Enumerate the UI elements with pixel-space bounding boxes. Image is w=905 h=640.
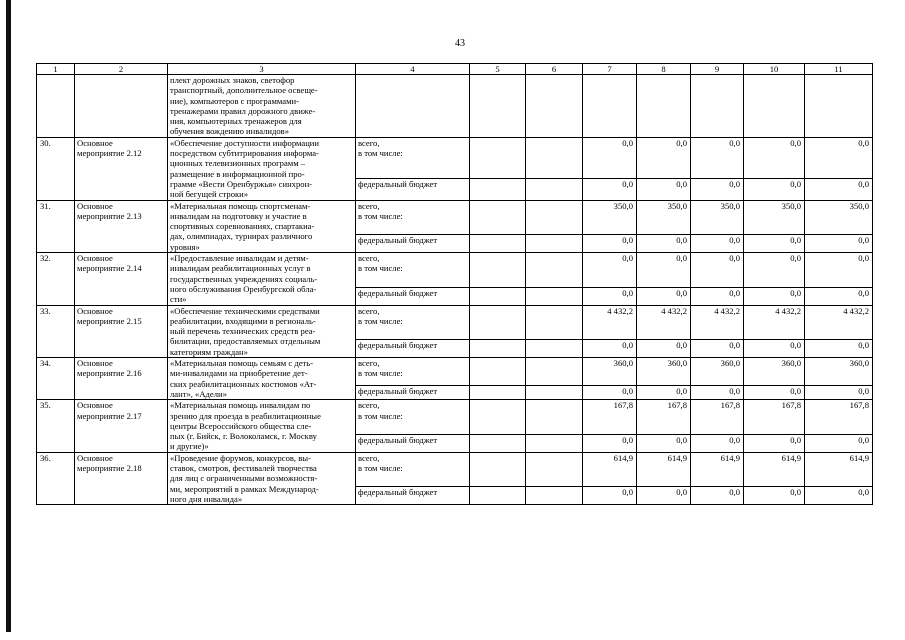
federal-value: 0,0 (744, 235, 805, 253)
empty-cell (526, 75, 583, 138)
federal-value: 0,0 (691, 487, 744, 505)
cell-line: всего, (358, 253, 380, 264)
empty-cell (526, 253, 583, 287)
federal-value: 0,0 (805, 339, 873, 357)
cell-line: «Проведение форумов, конкурсов, вы- (170, 452, 311, 463)
cell-line: Основное (77, 452, 113, 463)
total-value: 350,0 (583, 200, 637, 234)
funding-source-federal: федеральный бюджет (356, 385, 470, 400)
empty-cell (526, 287, 583, 305)
cell-line: инвалидам на подготовку и участие в (170, 210, 307, 221)
federal-value: 0,0 (583, 339, 637, 357)
cell-line: в том числе: (358, 462, 403, 473)
column-header: 10 (744, 64, 805, 75)
cell-line: транспортный, дополнительное освеще- (170, 85, 318, 96)
federal-value: 0,0 (805, 178, 873, 200)
federal-value: 0,0 (583, 385, 637, 400)
federal-value: 0,0 (637, 385, 691, 400)
cell-line: ми, мероприятий в рамках Международ- (170, 483, 319, 494)
cell-line: Основное (77, 137, 113, 148)
federal-value: 0,0 (583, 487, 637, 505)
total-value: 350,0 (744, 200, 805, 234)
total-value: 167,8 (583, 400, 637, 434)
total-value: 4 432,2 (637, 305, 691, 339)
total-value: 167,8 (805, 400, 873, 434)
federal-value: 0,0 (583, 178, 637, 200)
total-value: 167,8 (691, 400, 744, 434)
empty-cell (470, 385, 526, 400)
cell-line: «Материальная помощь инвалидам по (170, 400, 311, 411)
federal-value: 0,0 (805, 434, 873, 452)
cell-line: плект дорожных знаков, светофор (170, 75, 295, 85)
program-table (36, 63, 873, 505)
cell-line: ный перечень технических средств реа- (170, 326, 316, 337)
column-header: 8 (637, 64, 691, 75)
description-cell (168, 452, 356, 504)
total-value: 167,8 (744, 400, 805, 434)
cell-line: уровня» (170, 241, 200, 252)
total-value: 0,0 (744, 137, 805, 178)
description-cell (168, 200, 356, 252)
total-value: 0,0 (691, 137, 744, 178)
cell-line: инвалидам реабилитационных услуг в (170, 263, 311, 274)
cell-line: государственных учреждениях социаль- (170, 273, 318, 284)
empty-cell (470, 400, 526, 434)
federal-value: 0,0 (583, 235, 637, 253)
empty-cell (691, 75, 744, 138)
row-number: 33. (37, 305, 75, 357)
cell-line: в том числе: (358, 368, 403, 379)
federal-value: 0,0 (744, 287, 805, 305)
cell-line: билитации, предоставляемых отдельным (170, 336, 321, 347)
cell-line: Основное (77, 253, 113, 264)
measure-name (75, 400, 168, 452)
cell-line: лант», «Адели» (170, 388, 227, 399)
cell-line: ние), компьютеров с программами- (170, 95, 299, 106)
total-value: 360,0 (637, 358, 691, 386)
federal-value: 0,0 (744, 385, 805, 400)
measure-name (75, 253, 168, 305)
cell-line: всего, (358, 452, 380, 463)
cell-line: спортивных соревнованиях, спартакиа- (170, 221, 315, 232)
column-header: 5 (470, 64, 526, 75)
funding-source-total (356, 305, 470, 339)
empty-cell (526, 200, 583, 234)
cell-line: в том числе: (358, 210, 403, 221)
row-number: 32. (37, 253, 75, 305)
cell-line: Основное (77, 200, 113, 211)
empty-cell (470, 137, 526, 178)
column-header: 4 (356, 64, 470, 75)
total-value: 0,0 (583, 137, 637, 178)
cell-line: для лиц с ограниченными возможностя- (170, 473, 318, 484)
federal-value: 0,0 (744, 434, 805, 452)
empty-cell (526, 434, 583, 452)
empty-cell (470, 487, 526, 505)
total-value: 4 432,2 (744, 305, 805, 339)
cell-line: Основное (77, 358, 113, 369)
empty-cell (470, 75, 526, 138)
row-number: 30. (37, 137, 75, 200)
cell-line: дах, олимпиадах, турнирах различного (170, 231, 313, 242)
column-header: 2 (75, 64, 168, 75)
empty-cell (526, 452, 583, 486)
total-value: 360,0 (805, 358, 873, 386)
empty-cell (470, 235, 526, 253)
funding-source-federal: федеральный бюджет (356, 287, 470, 305)
table-row (37, 253, 873, 287)
total-value: 360,0 (583, 358, 637, 386)
table-row (37, 137, 873, 178)
continuation-row (37, 75, 873, 138)
description-cell (168, 137, 356, 200)
cell-line: сти» (170, 294, 187, 305)
cell-line: в том числе: (358, 315, 403, 326)
federal-value: 0,0 (637, 339, 691, 357)
cell-line: всего, (358, 200, 380, 211)
column-header: 1 (37, 64, 75, 75)
cell-line: ного дня инвалида» (170, 493, 243, 504)
cell-line: всего, (358, 305, 380, 316)
cell-line: в том числе: (358, 148, 403, 159)
federal-value: 0,0 (583, 434, 637, 452)
federal-value: 0,0 (805, 385, 873, 400)
cell-line: в том числе: (358, 263, 403, 274)
federal-value: 0,0 (744, 339, 805, 357)
total-value: 614,9 (744, 452, 805, 486)
cell-line: мероприятие 2.15 (77, 315, 142, 326)
federal-value: 0,0 (691, 287, 744, 305)
total-value: 0,0 (691, 253, 744, 287)
federal-value: 0,0 (805, 235, 873, 253)
federal-value: 0,0 (691, 178, 744, 200)
description-cell (168, 75, 356, 138)
cell-line: обучения вождению инвалидов» (170, 126, 289, 137)
federal-value: 0,0 (637, 178, 691, 200)
page-number: 43 (455, 38, 465, 49)
row-number: 35. (37, 400, 75, 452)
total-value: 614,9 (805, 452, 873, 486)
cell-line: тренажерами правил дорожного движе- (170, 105, 316, 116)
total-value: 614,9 (637, 452, 691, 486)
empty-cell (526, 358, 583, 386)
funding-source-total (356, 200, 470, 234)
empty-cell (470, 287, 526, 305)
table-body (37, 64, 873, 505)
funding-source-federal: федеральный бюджет (356, 434, 470, 452)
total-value: 0,0 (637, 137, 691, 178)
measure-name (75, 358, 168, 400)
federal-value: 0,0 (805, 487, 873, 505)
cell-line: ми-инвалидами на приобретение дет- (170, 368, 308, 379)
description-cell (168, 253, 356, 305)
funding-source-federal: федеральный бюджет (356, 178, 470, 200)
funding-source-total (356, 253, 470, 287)
empty-cell (470, 178, 526, 200)
total-value: 4 432,2 (805, 305, 873, 339)
cell-line: всего, (358, 358, 380, 369)
cell-line: посредством субтитрирования информа- (170, 148, 319, 159)
empty-cell (526, 178, 583, 200)
total-value: 0,0 (805, 137, 873, 178)
total-value: 360,0 (744, 358, 805, 386)
empty-cell (526, 305, 583, 339)
federal-value: 0,0 (691, 434, 744, 452)
total-value: 360,0 (691, 358, 744, 386)
empty-cell (526, 400, 583, 434)
funding-source-federal: федеральный бюджет (356, 487, 470, 505)
cell-line: всего, (358, 137, 380, 148)
total-value: 350,0 (637, 200, 691, 234)
cell-line: Основное (77, 400, 113, 411)
cell-line: и другие)» (170, 441, 209, 452)
cell-line: мероприятие 2.18 (77, 462, 142, 473)
federal-value: 0,0 (637, 235, 691, 253)
cell-line: Основное (77, 305, 113, 316)
table-row (37, 305, 873, 339)
cell-line: центры Всероссийского общества сле- (170, 420, 312, 431)
cell-line: ния, компьютерных тренажеров для (170, 116, 302, 127)
total-value: 614,9 (691, 452, 744, 486)
measure-name (75, 305, 168, 357)
cell-line: ного обслуживания Оренбургской обла- (170, 283, 317, 294)
cell-line: мероприятие 2.13 (77, 210, 142, 221)
empty-cell (470, 452, 526, 486)
cell-line: «Материальная помощь спортсменам- (170, 200, 311, 211)
empty-cell (526, 137, 583, 178)
total-value: 167,8 (637, 400, 691, 434)
empty-cell (805, 75, 873, 138)
cell-line: грамме «Вести Оренбуржья» синхрон- (170, 178, 313, 189)
row-number: 34. (37, 358, 75, 400)
cell-line: реабилитации, входящими в региональ- (170, 315, 316, 326)
cell-line: «Материальная помощь семьям с деть- (170, 358, 314, 369)
cell-line: пых (г. Бийск, г. Волоколамск, г. Москву (170, 431, 317, 442)
cell-line: размещение в информационной про- (170, 168, 305, 179)
cell-line: мероприятие 2.14 (77, 263, 142, 274)
empty-cell (470, 253, 526, 287)
total-value: 350,0 (805, 200, 873, 234)
total-value: 350,0 (691, 200, 744, 234)
empty-cell (37, 75, 75, 138)
cell-line: «Предоставление инвалидам и детям- (170, 253, 309, 264)
federal-value: 0,0 (744, 487, 805, 505)
cell-line: всего, (358, 400, 380, 411)
description-cell (168, 358, 356, 400)
funding-source-federal: федеральный бюджет (356, 339, 470, 357)
cell-line: «Обеспечение доступности информации (170, 137, 319, 148)
cell-line: мероприятие 2.12 (77, 148, 142, 159)
federal-value: 0,0 (583, 287, 637, 305)
column-header: 11 (805, 64, 873, 75)
cell-line: «Обеспечение техническими средствами (170, 305, 320, 316)
empty-cell (470, 305, 526, 339)
total-value: 4 432,2 (583, 305, 637, 339)
funding-source-total (356, 452, 470, 486)
federal-value: 0,0 (691, 339, 744, 357)
funding-source-federal: федеральный бюджет (356, 235, 470, 253)
funding-source-total (356, 400, 470, 434)
empty-cell (356, 75, 470, 138)
empty-cell (526, 339, 583, 357)
column-header: 7 (583, 64, 637, 75)
total-value: 0,0 (744, 253, 805, 287)
total-value: 614,9 (583, 452, 637, 486)
funding-source-total (356, 137, 470, 178)
description-cell (168, 305, 356, 357)
row-number: 31. (37, 200, 75, 252)
empty-cell (470, 434, 526, 452)
page-edge (6, 0, 11, 632)
total-value: 0,0 (637, 253, 691, 287)
cell-line: ставок, смотров, фестивалей творчества (170, 462, 317, 473)
total-value: 4 432,2 (691, 305, 744, 339)
empty-cell (526, 235, 583, 253)
federal-value: 0,0 (691, 385, 744, 400)
cell-line: мероприятие 2.17 (77, 410, 142, 421)
federal-value: 0,0 (744, 178, 805, 200)
federal-value: 0,0 (637, 287, 691, 305)
cell-line: мероприятие 2.16 (77, 368, 142, 379)
cell-line: категориям граждан» (170, 346, 248, 357)
column-header: 9 (691, 64, 744, 75)
measure-name (75, 137, 168, 200)
total-value: 0,0 (583, 253, 637, 287)
table-row (37, 200, 873, 234)
description-cell (168, 400, 356, 452)
empty-cell (470, 358, 526, 386)
federal-value: 0,0 (805, 287, 873, 305)
table-row (37, 400, 873, 434)
empty-cell (75, 75, 168, 138)
cell-line: ной бегущей строки» (170, 189, 249, 200)
table-row (37, 358, 873, 386)
empty-cell (470, 339, 526, 357)
federal-value: 0,0 (691, 235, 744, 253)
federal-value: 0,0 (637, 434, 691, 452)
total-value: 0,0 (805, 253, 873, 287)
empty-cell (470, 200, 526, 234)
empty-cell (744, 75, 805, 138)
empty-cell (526, 385, 583, 400)
empty-cell (637, 75, 691, 138)
measure-name (75, 452, 168, 504)
cell-line: ских реабилитационных костюмов «Ат- (170, 378, 317, 389)
column-header: 6 (526, 64, 583, 75)
measure-name (75, 200, 168, 252)
empty-cell (583, 75, 637, 138)
empty-cell (526, 487, 583, 505)
row-number: 36. (37, 452, 75, 504)
cell-line: зрению для проезда в реабилитационные (170, 410, 321, 421)
column-header: 3 (168, 64, 356, 75)
cell-line: в том числе: (358, 410, 403, 421)
funding-source-total (356, 358, 470, 386)
cell-line: ционных телевизионных программ – (170, 158, 306, 169)
table-row (37, 452, 873, 486)
column-number-row (37, 64, 873, 75)
federal-value: 0,0 (637, 487, 691, 505)
